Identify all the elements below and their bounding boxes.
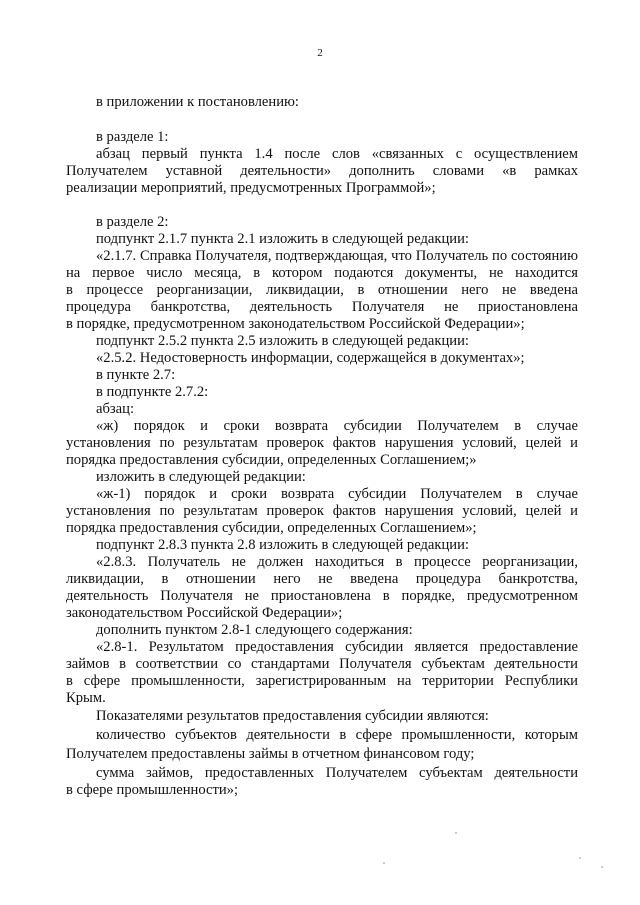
document-line: процедура банкротства, деятельность Получателя не приостановлена bbox=[66, 299, 578, 315]
document-line: «2.8-1. Результатом предоставления субсидии является предоставление bbox=[96, 639, 578, 655]
document-line: «ж-1) порядок и сроки возврата субсидии Получателем в случае bbox=[96, 486, 578, 502]
document-line: в приложении к постановлению: bbox=[96, 94, 299, 110]
scan-speck bbox=[455, 832, 457, 834]
document-line: «2.8.3. Получатель не должен находиться в процессе реорганизации, bbox=[96, 554, 578, 570]
document-line: Получателем предоставлены займы в отчетном финансовом году; bbox=[66, 746, 475, 762]
document-line: «2.1.7. Справка Получателя, подтверждающая, что Получатель по состоянию bbox=[96, 248, 578, 264]
document-line: дополнить пунктом 2.8-1 следующего содержания: bbox=[96, 622, 413, 638]
document-line: порядка предоставления субсидии, определенных Соглашением»; bbox=[66, 520, 477, 536]
document-line: в подпункте 2.7.2: bbox=[96, 384, 209, 400]
document-line: порядка предоставления субсидии, определенных Соглашением;» bbox=[66, 452, 477, 468]
document-line: «ж) порядок и сроки возврата субсидии Получателем в случае bbox=[96, 418, 578, 434]
document-line: Показателями результатов предоставления субсидии являются: bbox=[96, 708, 489, 724]
document-line: на первое число месяца, в котором подаются документы, не находится bbox=[66, 265, 578, 281]
document-line: в сфере промышленности, зарегистрированным на территории Республики bbox=[66, 673, 578, 689]
document-line: сумма займов, предоставленных Получателем субъектам деятельности bbox=[96, 765, 578, 781]
document-line: в пункте 2.7: bbox=[96, 367, 176, 383]
document-line: абзац первый пункта 1.4 после слов «связанных с осуществлением bbox=[96, 146, 578, 162]
scan-speck bbox=[579, 857, 581, 859]
document-line: законодательством Российской Федерации»; bbox=[66, 605, 343, 621]
scan-speck bbox=[601, 866, 603, 868]
document-line: в разделе 1: bbox=[96, 129, 169, 145]
document-line: изложить в следующей редакции: bbox=[96, 469, 306, 485]
document-line: подпункт 2.1.7 пункта 2.1 изложить в следующей редакции: bbox=[96, 231, 469, 247]
page-number: 2 bbox=[317, 47, 323, 59]
document-line: в сфере промышленности»; bbox=[66, 782, 239, 798]
document-line: подпункт 2.5.2 пункта 2.5 изложить в следующей редакции: bbox=[96, 333, 469, 349]
document-line: Получателем уставной деятельности» дополнить словами «в рамках bbox=[66, 163, 578, 179]
document-line: ликвидации, в отношении него не введена процедура банкротства, bbox=[66, 571, 578, 587]
document-line: реализации мероприятий, предусмотренных Программой»; bbox=[66, 180, 436, 196]
document-line: установления по результатам проверок фактов нарушения условий, целей и bbox=[66, 435, 578, 451]
document-line: абзац: bbox=[96, 401, 135, 417]
document-line: займов в соответствии со стандартами Получателя субъектам деятельности bbox=[66, 656, 578, 672]
document-line: в процессе реорганизации, ликвидации, в отношении него не введена bbox=[66, 282, 578, 298]
document-line: в порядке, предусмотренном законодательством Российской Федерации»; bbox=[66, 316, 525, 332]
document-line: Крым. bbox=[66, 690, 106, 706]
document-line: подпункт 2.8.3 пункта 2.8 изложить в следующей редакции: bbox=[96, 537, 469, 553]
document-line: в разделе 2: bbox=[96, 214, 169, 230]
document-line: деятельность Получателя не приостановлена в порядке, предусмотренном bbox=[66, 588, 578, 604]
scan-speck bbox=[383, 862, 385, 864]
document-line: количество субъектов деятельности в сфере промышленности, которым bbox=[96, 727, 578, 743]
document-line: установления по результатам проверок фактов нарушения условий, целей и bbox=[66, 503, 578, 519]
document-line: «2.5.2. Недостоверность информации, содержащейся в документах»; bbox=[96, 350, 525, 366]
